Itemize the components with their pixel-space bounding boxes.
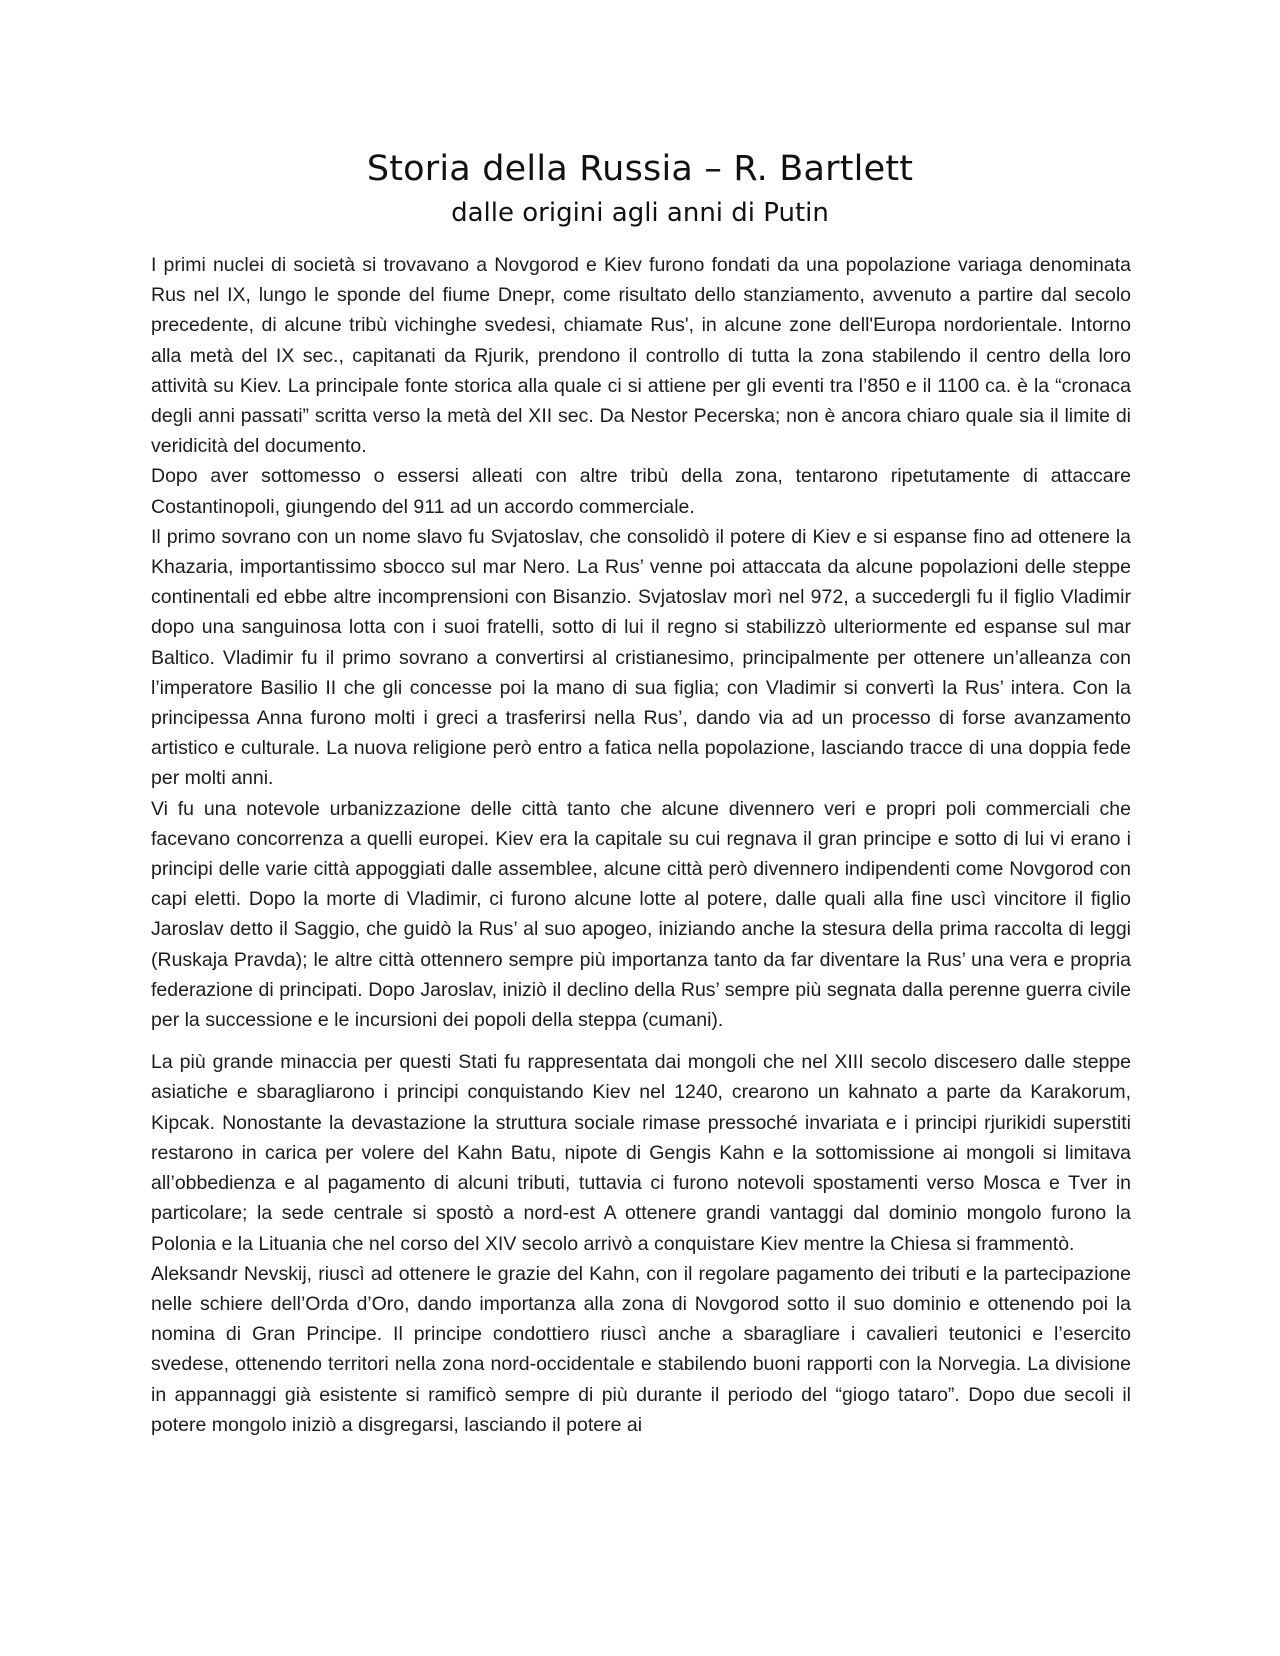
paragraph-mongols: La più grande minaccia per questi Stati fu rappresentata dai mongoli che nel XIII secolo discesero dalle steppe asiatiche e sbaragliarono i principi conquistando Kiev nel 1240, crearono un kahnato a parte da Karakorum, Kipcak. Nonostante la devastazione la struttura sociale rimase pressoché invariata e i principi rjurikidi superstiti restarono in carica per volere del Kahn Batu, nipote di Gengis Kahn e la sottomissione ai mongoli si limitava all’obbedienza e al pagamento di alcuni tributi, tuttavia ci furono notevoli spostamenti verso Mosca e Tver in particolare; la sede centrale si spostò a nord-est A ottenere grandi vantaggi dal dominio mongolo furono la Polonia e la Lituania che nel corso del XIV secolo arrivò a conquistare Kiev mentre la Chiesa si frammentò.: [151, 1051, 1131, 1255]
paragraph-rus-origins: I primi nuclei di società si trovavano a Novgorod e Kiev furono fondati da una popolazione variaga denominata Rus nel IX, lungo le sponde del fiume Dnepr, come risultato dello stanziamento, avvenuto a partire dal secolo precedente, di alcune tribù vichinghe svedesi, chiamate Rus', in alcune zone dell'Europa nordorientale. Intorno alla metà del IX sec., capitanati da Rjurik, prendono il controllo di tutta la zona stabilendo il centro della loro attività su Kiev. La principale fonte storica alla quale ci si attiene per gli eventi tra l’850 e il 1100 ca. è la “cronaca degli anni passati” scritta verso la metà del XII sec. Da Nestor Pecerska; non è ancora chiaro quale sia il limite di veridicità del documento.: [151, 254, 1131, 458]
document-body: [151, 250, 1131, 1440]
paragraph-nevskij: Aleksandr Nevskij, riuscì ad ottenere le grazie del Kahn, con il regolare pagamento dei tributi e la partecipazione nelle schiere dell’Orda d’Oro, dando importanza alla zona di Novgorod sotto il suo dominio e ottenendo poi la nomina di Gran Principe. Il principe condottiero riuscì anche a sbaragliare i cavalieri teutonici e l’esercito svedese, ottenendo territori nella zona nord-occidentale e stabilendo buoni rapporti con la Norvegia. La divisione in appannaggi già esistente si ramificò sempre di più durante il periodo del “giogo tataro”. Dopo due secoli il potere mongolo iniziò a disgregarsi, lasciando il potere ai: [151, 1262, 1131, 1436]
paragraph-svjatoslav-vladimir: Il primo sovrano con un nome slavo fu Svjatoslav, che consolidò il potere di Kiev e si espanse fino ad ottenere la Khazaria, importantissimo sbocco sul mar Nero. La Rus’ venne poi attaccata da alcune popolazioni delle steppe continentali ed ebbe altre incomprensioni con Bisanzio. Svjatoslav morì nel 972, a succedergli fu il figlio Vladimir dopo una sanguinosa lotta con i suoi fratelli, sotto di lui il regno si stabilizzò ulteriormente ed espanse sul mar Baltico. Vladimir fu il primo sovrano a convertirsi al cristianesimo, principalmente per ottenere un’alleanza con l’imperatore Basilio II che gli concesse poi la mano di sua figlia; con Vladimir si convertì la Rus’ intera. Con la principessa Anna furono molti i greci a trasferirsi nella Rus’, dando via ad un processo di forse avanzamento artistico e culturale. La nuova religione però entro a fatica nella popolazione, lasciando tracce di una doppia fede per molti anni.: [151, 525, 1131, 790]
paragraph-spacer: [151, 1035, 1131, 1047]
paragraph-urbanization: Vi fu una notevole urbanizzazione delle città tanto che alcune divennero veri e propri poli commerciali che facevano concorrenza a quelli europei. Kiev era la capitale su cui regnava il gran principe e sotto di lui vi erano i principi delle varie città appoggiati dalle assemblee, alcune città però divennero indipendenti come Novgorod con capi eletti. Dopo la morte di Vladimir, ci furono alcune lotte al potere, dalle quali alla fine uscì vincitore il figlio Jaroslav detto il Saggio, che guidò la Rus’ al suo apogeo, iniziando anche la stesura della prima raccolta di leggi (Ruskaja Pravda); le altre città ottennero sempre più importanza tanto da far diventare la Rus’ una vera e propria federazione di principati. Dopo Jaroslav, iniziò il declino della Rus’ sempre più segnata dalla perenne guerra civile per la successione e le incursioni dei popoli della steppa (cumani).: [151, 797, 1131, 1032]
document-subtitle: dalle origini agli anni di Putin: [451, 198, 829, 228]
document-title: Storia della Russia – R. Bartlett: [366, 149, 914, 189]
paragraph-constantinople: Dopo aver sottomesso o essersi alleati con altre tribù della zona, tentarono ripetutamente di attaccare Costantinopoli, giungendo del 911 ad un accordo commerciale.: [151, 465, 1131, 518]
